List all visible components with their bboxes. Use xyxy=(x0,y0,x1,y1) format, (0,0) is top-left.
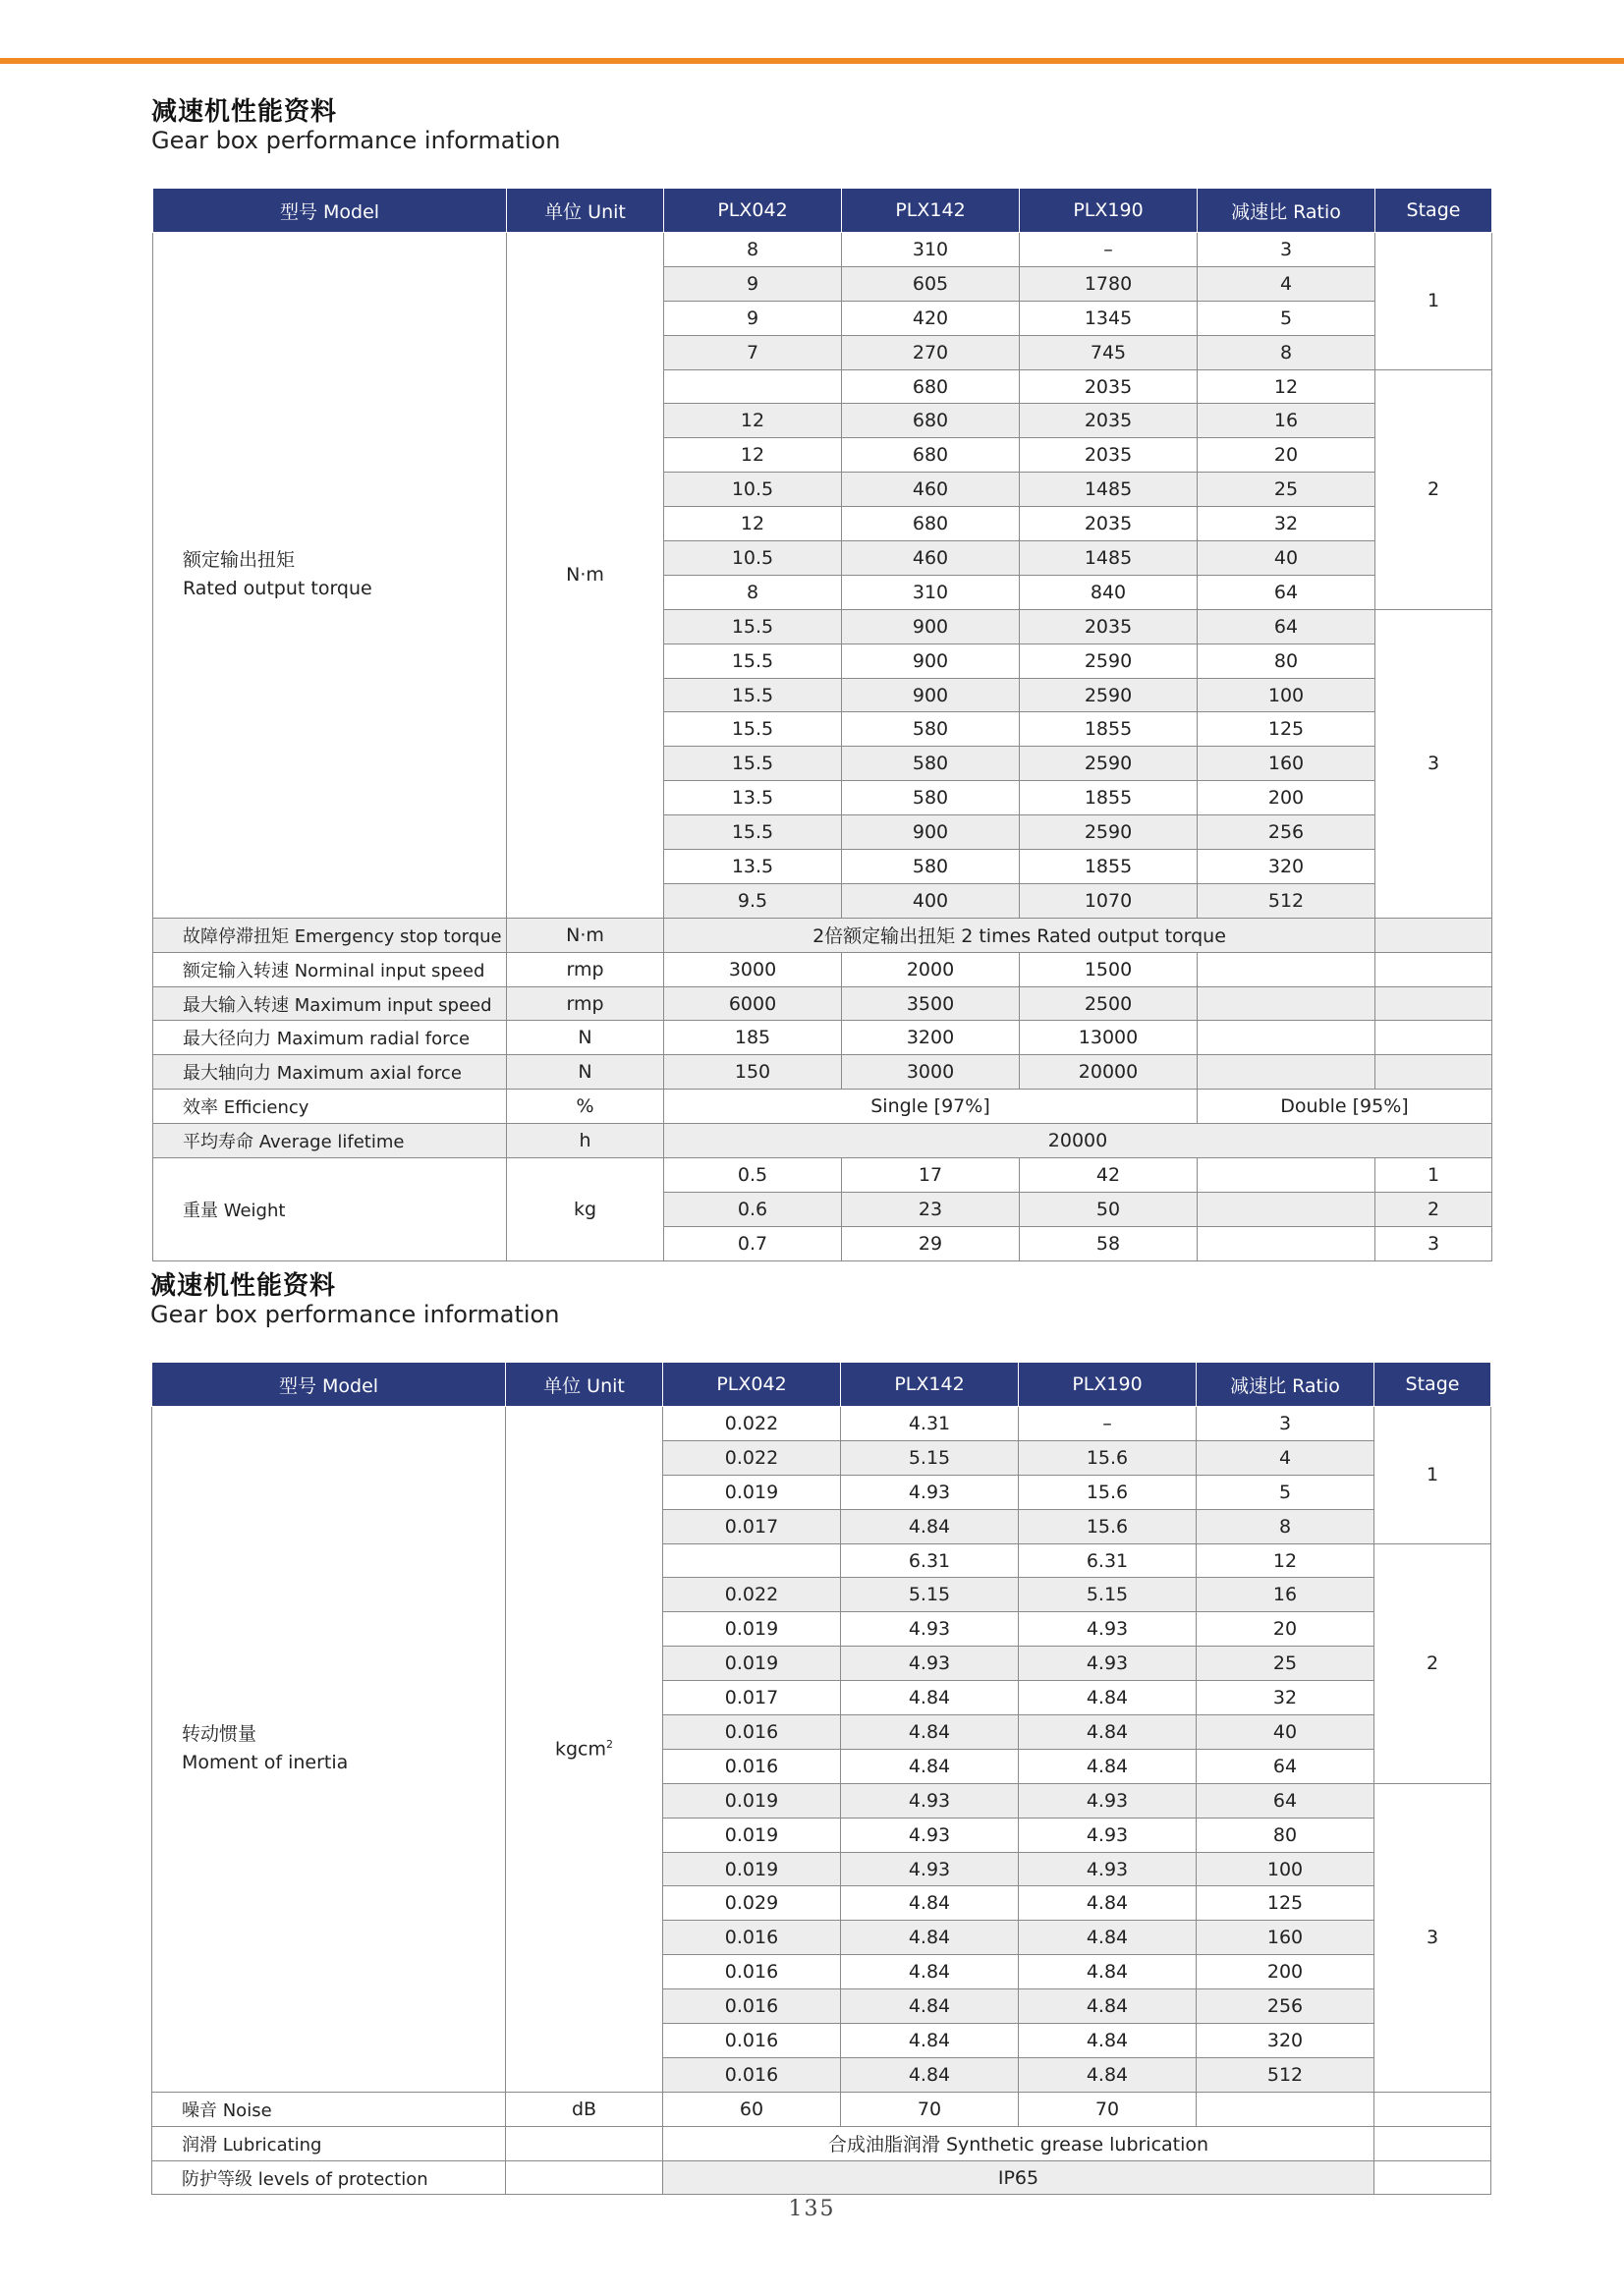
value-plx042: 15.5 xyxy=(664,609,842,644)
value-plx142: 4.84 xyxy=(841,1955,1019,1989)
stage-cell: 1 xyxy=(1374,1407,1491,1544)
value-plx142: 2000 xyxy=(842,952,1020,986)
value-plx190: 4.84 xyxy=(1019,1921,1197,1955)
value-ratio: 16 xyxy=(1197,1578,1374,1612)
value-plx042: 0.6 xyxy=(664,1192,842,1226)
value-plx190: 4.93 xyxy=(1019,1612,1197,1647)
value-ratio: 4 xyxy=(1198,266,1375,301)
table-row xyxy=(153,986,1492,1021)
value-plx142: 900 xyxy=(842,815,1020,850)
value-plx142: 70 xyxy=(841,2092,1019,2126)
header-unit: 单位 Unit xyxy=(506,1363,663,1407)
param-label-cell xyxy=(152,1407,506,2093)
stage-cell xyxy=(1375,1021,1492,1055)
value-ratio: 4 xyxy=(1197,1440,1374,1475)
value-plx042: 0.016 xyxy=(663,2024,841,2058)
value-plx042: 15.5 xyxy=(664,712,842,747)
value-plx142: 310 xyxy=(842,575,1020,609)
value-plx190: 4.93 xyxy=(1019,1818,1197,1852)
value-plx042: 0.017 xyxy=(663,1681,841,1715)
value-double: Double [95%] xyxy=(1198,1090,1492,1124)
param-label: 最大径向力 Maximum radial force xyxy=(153,1021,507,1055)
value-plx190: 1780 xyxy=(1020,266,1198,301)
param-unit: % xyxy=(507,1090,664,1124)
value-plx142: 580 xyxy=(842,850,1020,884)
param-label: 效率 Efficiency xyxy=(153,1090,507,1124)
value-plx142: 4.84 xyxy=(841,1921,1019,1955)
value-plx142: 6.31 xyxy=(841,1543,1019,1578)
value-ratio: 512 xyxy=(1198,883,1375,918)
value-plx190: 1485 xyxy=(1020,473,1198,507)
value-ratio: 80 xyxy=(1198,644,1375,678)
value-plx142: 900 xyxy=(842,678,1020,712)
value-ratio: 25 xyxy=(1197,1647,1374,1681)
param-unit: dB xyxy=(506,2092,663,2126)
param-label: 噪音 Noise xyxy=(152,2092,506,2126)
unit-text: kgcm xyxy=(554,1738,607,1761)
value-ratio: 64 xyxy=(1198,575,1375,609)
value-plx042: 0.016 xyxy=(663,1749,841,1783)
value-plx190: 1855 xyxy=(1020,850,1198,884)
value-plx042: 0.016 xyxy=(663,1715,841,1750)
value-ratio: 160 xyxy=(1197,1921,1374,1955)
section2-title-en: Gear box performance information xyxy=(150,1301,560,1328)
value-ratio: 64 xyxy=(1197,1749,1374,1783)
value-plx142: 4.31 xyxy=(841,1407,1019,1441)
value-plx190: 6.31 xyxy=(1019,1543,1197,1578)
value-plx042: 0.019 xyxy=(663,1612,841,1647)
value-merged: 合成油脂润滑 Synthetic grease lubrication xyxy=(663,2126,1374,2160)
value-plx042: 12 xyxy=(664,404,842,438)
param-label-cn: 额定输出扭矩 xyxy=(183,549,296,572)
stage-cell xyxy=(1375,952,1492,986)
value-plx042: 0.7 xyxy=(664,1226,842,1260)
value-plx042: 15.5 xyxy=(664,747,842,781)
param-unit: h xyxy=(507,1124,664,1158)
value-ratio: 200 xyxy=(1197,1955,1374,1989)
value-plx190: 745 xyxy=(1020,335,1198,369)
value-plx042: 15.5 xyxy=(664,815,842,850)
value-ratio: 40 xyxy=(1197,1715,1374,1750)
value-ratio: 64 xyxy=(1197,1783,1374,1818)
performance-table-torque xyxy=(152,188,1492,1261)
value-plx190: 4.93 xyxy=(1019,1647,1197,1681)
value-plx042: 3000 xyxy=(664,952,842,986)
value-plx190: 15.6 xyxy=(1019,1509,1197,1543)
value-plx190: 15.6 xyxy=(1019,1440,1197,1475)
value-plx042: 0.019 xyxy=(663,1783,841,1818)
stage-cell: 3 xyxy=(1375,1226,1492,1260)
value-plx042: 9.5 xyxy=(664,883,842,918)
value-plx042: 0.022 xyxy=(663,1440,841,1475)
value-ratio: 160 xyxy=(1198,747,1375,781)
value-plx142: 17 xyxy=(842,1158,1020,1193)
value-plx142: 4.93 xyxy=(841,1852,1019,1886)
value-ratio: 8 xyxy=(1197,1509,1374,1543)
value-ratio: 80 xyxy=(1197,1818,1374,1852)
value-plx142: 4.93 xyxy=(841,1783,1019,1818)
value-plx142: 4.84 xyxy=(841,2024,1019,2058)
value-plx190: 1855 xyxy=(1020,781,1198,815)
value-plx042: 15.5 xyxy=(664,644,842,678)
value-plx042: 150 xyxy=(664,1055,842,1090)
param-label-en: Rated output torque xyxy=(183,578,372,600)
value-plx142: 4.93 xyxy=(841,1818,1019,1852)
value-plx142: 4.84 xyxy=(841,1715,1019,1750)
value-ratio: 20 xyxy=(1198,438,1375,473)
header-plx142: PLX142 xyxy=(842,189,1020,233)
performance-table-inertia xyxy=(151,1362,1491,2195)
param-label: 润滑 Lubricating xyxy=(152,2126,506,2160)
value-ratio: 12 xyxy=(1197,1543,1374,1578)
stage-cell: 2 xyxy=(1375,369,1492,609)
header-ratio: 减速比 Ratio xyxy=(1197,1363,1374,1407)
value-plx142: 4.84 xyxy=(841,1749,1019,1783)
section1-title-cn: 减速机性能资料 xyxy=(151,97,338,127)
value-ratio: 25 xyxy=(1198,473,1375,507)
orange-top-bar xyxy=(0,58,1624,64)
value-plx042: 0.019 xyxy=(663,1647,841,1681)
value-ratio: 125 xyxy=(1198,712,1375,747)
header-plx142: PLX142 xyxy=(841,1363,1019,1407)
unit-superscript: 2 xyxy=(606,1738,614,1752)
stage-cell: 2 xyxy=(1374,1543,1491,1783)
value-plx190: 1070 xyxy=(1020,883,1198,918)
table-row xyxy=(153,1055,1492,1090)
header-stage: Stage xyxy=(1375,189,1492,233)
value-plx042: 0.016 xyxy=(663,1989,841,2024)
value-plx142: 680 xyxy=(842,369,1020,404)
param-unit: rmp xyxy=(507,952,664,986)
stage-cell: 3 xyxy=(1374,1783,1491,2092)
value-plx142: 460 xyxy=(842,473,1020,507)
stage-cell xyxy=(1375,918,1492,952)
value-ratio xyxy=(1198,1226,1375,1260)
table-row xyxy=(152,2092,1491,2126)
section1-title-en: Gear box performance information xyxy=(151,127,561,154)
param-label-cn: 转动惯量 xyxy=(182,1723,257,1746)
value-single: Single [97%] xyxy=(664,1090,1198,1124)
stage-cell xyxy=(1374,2126,1491,2160)
value-plx190: 2035 xyxy=(1020,609,1198,644)
value-plx190: 4.84 xyxy=(1019,1715,1197,1750)
stage-cell: 3 xyxy=(1375,609,1492,918)
value-plx042: 185 xyxy=(664,1021,842,1055)
header-model: 型号 Model xyxy=(153,189,507,233)
table-row xyxy=(152,2126,1491,2160)
value-plx042: 12 xyxy=(664,438,842,473)
value-ratio: 100 xyxy=(1197,1852,1374,1886)
value-plx142: 680 xyxy=(842,404,1020,438)
value-plx142: 23 xyxy=(842,1192,1020,1226)
stage-cell: 2 xyxy=(1375,1192,1492,1226)
value-plx142: 4.93 xyxy=(841,1647,1019,1681)
param-unit-cell xyxy=(506,1407,663,2093)
value-plx190: 1855 xyxy=(1020,712,1198,747)
value-plx042: 13.5 xyxy=(664,781,842,815)
value-plx142: 4.84 xyxy=(841,1509,1019,1543)
table-header-row xyxy=(153,189,1492,233)
table-row xyxy=(153,1021,1492,1055)
value-plx190: 58 xyxy=(1020,1226,1198,1260)
value-plx190: – xyxy=(1019,1407,1197,1441)
value-plx190: – xyxy=(1020,233,1198,267)
value-ratio: 5 xyxy=(1198,301,1375,335)
value-plx042: 60 xyxy=(663,2092,841,2126)
stage-cell xyxy=(1374,2160,1491,2195)
value-plx142: 270 xyxy=(842,335,1020,369)
value-plx042: 0.016 xyxy=(663,1921,841,1955)
value-plx142: 3000 xyxy=(842,1055,1020,1090)
value-plx142: 310 xyxy=(842,233,1020,267)
header-plx042: PLX042 xyxy=(664,189,842,233)
value-plx142: 900 xyxy=(842,609,1020,644)
value-plx042: 6000 xyxy=(664,986,842,1021)
value-plx190: 2590 xyxy=(1020,644,1198,678)
value-plx042: 8 xyxy=(664,233,842,267)
value-plx142: 680 xyxy=(842,438,1020,473)
value-plx142: 580 xyxy=(842,712,1020,747)
value-plx042: 0.017 xyxy=(663,1509,841,1543)
param-unit: N xyxy=(507,1021,664,1055)
value-plx142: 4.84 xyxy=(841,1886,1019,1921)
value-ratio: 256 xyxy=(1197,1989,1374,2024)
value-ratio: 40 xyxy=(1198,541,1375,576)
value-plx190: 42 xyxy=(1020,1158,1198,1193)
value-plx142: 4.93 xyxy=(841,1475,1019,1509)
param-label: 防护等级 levels of protection xyxy=(152,2160,506,2195)
value-ratio: 20 xyxy=(1197,1612,1374,1647)
value-ratio: 256 xyxy=(1198,815,1375,850)
value-ratio: 5 xyxy=(1197,1475,1374,1509)
value-ratio: 8 xyxy=(1198,335,1375,369)
param-unit: N·m xyxy=(507,918,664,952)
value-ratio: 3 xyxy=(1198,233,1375,267)
value-plx042: 9 xyxy=(664,266,842,301)
value-plx042: 15.5 xyxy=(664,678,842,712)
value-plx142: 400 xyxy=(842,883,1020,918)
param-unit: N xyxy=(507,1055,664,1090)
param-label: 额定输入转速 Norminal input speed xyxy=(153,952,507,986)
value-plx042: 0.019 xyxy=(663,1475,841,1509)
param-label: 重量 Weight xyxy=(153,1158,507,1261)
table-row xyxy=(153,1090,1492,1124)
table-row xyxy=(152,2160,1491,2195)
value-plx190: 4.84 xyxy=(1019,2057,1197,2092)
value-plx190: 4.84 xyxy=(1019,1749,1197,1783)
value-ratio xyxy=(1198,1158,1375,1193)
value-plx042: 10.5 xyxy=(664,473,842,507)
value-ratio xyxy=(1198,1192,1375,1226)
header-plx190: PLX190 xyxy=(1020,189,1198,233)
header-plx190: PLX190 xyxy=(1019,1363,1197,1407)
value-ratio xyxy=(1198,1055,1375,1090)
value-plx042: 0.5 xyxy=(664,1158,842,1193)
table-row xyxy=(152,1407,1491,1441)
param-unit: kg xyxy=(507,1158,664,1261)
value-plx190: 2035 xyxy=(1020,438,1198,473)
table-header-row xyxy=(152,1363,1491,1407)
value-plx190: 20000 xyxy=(1020,1055,1198,1090)
stage-cell xyxy=(1375,1055,1492,1090)
value-plx042: 0.029 xyxy=(663,1886,841,1921)
value-ratio: 32 xyxy=(1198,507,1375,541)
value-ratio: 16 xyxy=(1198,404,1375,438)
value-plx190: 2035 xyxy=(1020,369,1198,404)
table-row xyxy=(153,918,1492,952)
param-label-en: Moment of inertia xyxy=(182,1752,349,1774)
header-model: 型号 Model xyxy=(152,1363,506,1407)
value-plx142: 4.93 xyxy=(841,1612,1019,1647)
value-ratio: 125 xyxy=(1197,1886,1374,1921)
value-merged: IP65 xyxy=(663,2160,1374,2195)
value-ratio: 512 xyxy=(1197,2057,1374,2092)
value-plx042: 12 xyxy=(664,507,842,541)
value-ratio xyxy=(1197,2092,1374,2126)
value-plx042: 0.019 xyxy=(663,1818,841,1852)
stage-cell: 1 xyxy=(1375,233,1492,370)
param-unit: rmp xyxy=(507,986,664,1021)
value-plx190: 50 xyxy=(1020,1192,1198,1226)
value-plx042: 7 xyxy=(664,335,842,369)
value-plx142: 3200 xyxy=(842,1021,1020,1055)
value-merged: 20000 xyxy=(664,1124,1492,1158)
value-plx142: 420 xyxy=(842,301,1020,335)
value-plx142: 5.15 xyxy=(841,1578,1019,1612)
header-plx042: PLX042 xyxy=(663,1363,841,1407)
value-plx042 xyxy=(664,369,842,404)
section2-title-cn: 减速机性能资料 xyxy=(150,1271,337,1301)
header-ratio: 减速比 Ratio xyxy=(1198,189,1375,233)
value-ratio: 64 xyxy=(1198,609,1375,644)
stage-cell: 1 xyxy=(1375,1158,1492,1193)
value-ratio xyxy=(1198,1021,1375,1055)
value-merged: 2倍额定输出扭矩 2 times Rated output torque xyxy=(664,918,1375,952)
value-plx190: 1500 xyxy=(1020,952,1198,986)
table-row xyxy=(153,952,1492,986)
value-plx042: 0.019 xyxy=(663,1852,841,1886)
value-plx190: 4.84 xyxy=(1019,1955,1197,1989)
value-ratio: 200 xyxy=(1198,781,1375,815)
table-row xyxy=(153,233,1492,267)
param-unit xyxy=(506,2160,663,2195)
header-unit: 单位 Unit xyxy=(507,189,664,233)
value-plx042: 0.016 xyxy=(663,2057,841,2092)
value-plx190: 4.93 xyxy=(1019,1852,1197,1886)
value-plx042: 9 xyxy=(664,301,842,335)
param-label: 最大轴向力 Maximum axial force xyxy=(153,1055,507,1090)
value-plx142: 900 xyxy=(842,644,1020,678)
value-plx042: 8 xyxy=(664,575,842,609)
value-plx142: 580 xyxy=(842,747,1020,781)
value-plx190: 2035 xyxy=(1020,404,1198,438)
value-plx190: 4.84 xyxy=(1019,1989,1197,2024)
value-ratio: 32 xyxy=(1197,1681,1374,1715)
value-plx190: 4.84 xyxy=(1019,1681,1197,1715)
value-plx142: 460 xyxy=(842,541,1020,576)
value-plx190: 13000 xyxy=(1020,1021,1198,1055)
value-plx190: 4.84 xyxy=(1019,1886,1197,1921)
value-plx190: 70 xyxy=(1019,2092,1197,2126)
table-row xyxy=(153,1124,1492,1158)
value-plx042: 10.5 xyxy=(664,541,842,576)
value-ratio: 100 xyxy=(1198,678,1375,712)
value-ratio: 320 xyxy=(1198,850,1375,884)
value-plx190: 1345 xyxy=(1020,301,1198,335)
param-label: 平均寿命 Average lifetime xyxy=(153,1124,507,1158)
unit-text: N·m xyxy=(566,564,604,587)
value-plx190: 2590 xyxy=(1020,815,1198,850)
value-plx190: 1485 xyxy=(1020,541,1198,576)
param-label-cell xyxy=(153,233,507,919)
param-unit-cell xyxy=(507,233,664,919)
value-plx190: 2500 xyxy=(1020,986,1198,1021)
param-label: 最大输入转速 Maximum input speed xyxy=(153,986,507,1021)
value-plx142: 4.84 xyxy=(841,1989,1019,2024)
value-ratio xyxy=(1198,986,1375,1021)
value-plx142: 29 xyxy=(842,1226,1020,1260)
value-ratio: 320 xyxy=(1197,2024,1374,2058)
value-plx190: 840 xyxy=(1020,575,1198,609)
param-unit xyxy=(506,2126,663,2160)
stage-cell xyxy=(1375,986,1492,1021)
value-plx190: 2035 xyxy=(1020,507,1198,541)
value-ratio xyxy=(1198,952,1375,986)
value-ratio: 3 xyxy=(1197,1407,1374,1441)
value-plx142: 4.84 xyxy=(841,2057,1019,2092)
value-plx142: 4.84 xyxy=(841,1681,1019,1715)
value-plx042: 0.022 xyxy=(663,1407,841,1441)
value-ratio: 12 xyxy=(1198,369,1375,404)
header-stage: Stage xyxy=(1374,1363,1491,1407)
value-plx190: 4.93 xyxy=(1019,1783,1197,1818)
value-plx142: 605 xyxy=(842,266,1020,301)
value-plx042: 13.5 xyxy=(664,850,842,884)
page-number: 135 xyxy=(788,2197,836,2221)
value-plx142: 3500 xyxy=(842,986,1020,1021)
value-plx042: 0.016 xyxy=(663,1955,841,1989)
table-row xyxy=(153,1158,1492,1193)
value-plx142: 680 xyxy=(842,507,1020,541)
value-plx190: 15.6 xyxy=(1019,1475,1197,1509)
value-plx142: 580 xyxy=(842,781,1020,815)
value-plx042 xyxy=(663,1543,841,1578)
value-plx190: 5.15 xyxy=(1019,1578,1197,1612)
stage-cell xyxy=(1374,2092,1491,2126)
value-plx190: 2590 xyxy=(1020,678,1198,712)
value-plx142: 5.15 xyxy=(841,1440,1019,1475)
value-plx042: 0.022 xyxy=(663,1578,841,1612)
value-plx190: 2590 xyxy=(1020,747,1198,781)
value-plx190: 4.84 xyxy=(1019,2024,1197,2058)
param-label: 故障停滞扭矩 Emergency stop torque xyxy=(153,918,507,952)
